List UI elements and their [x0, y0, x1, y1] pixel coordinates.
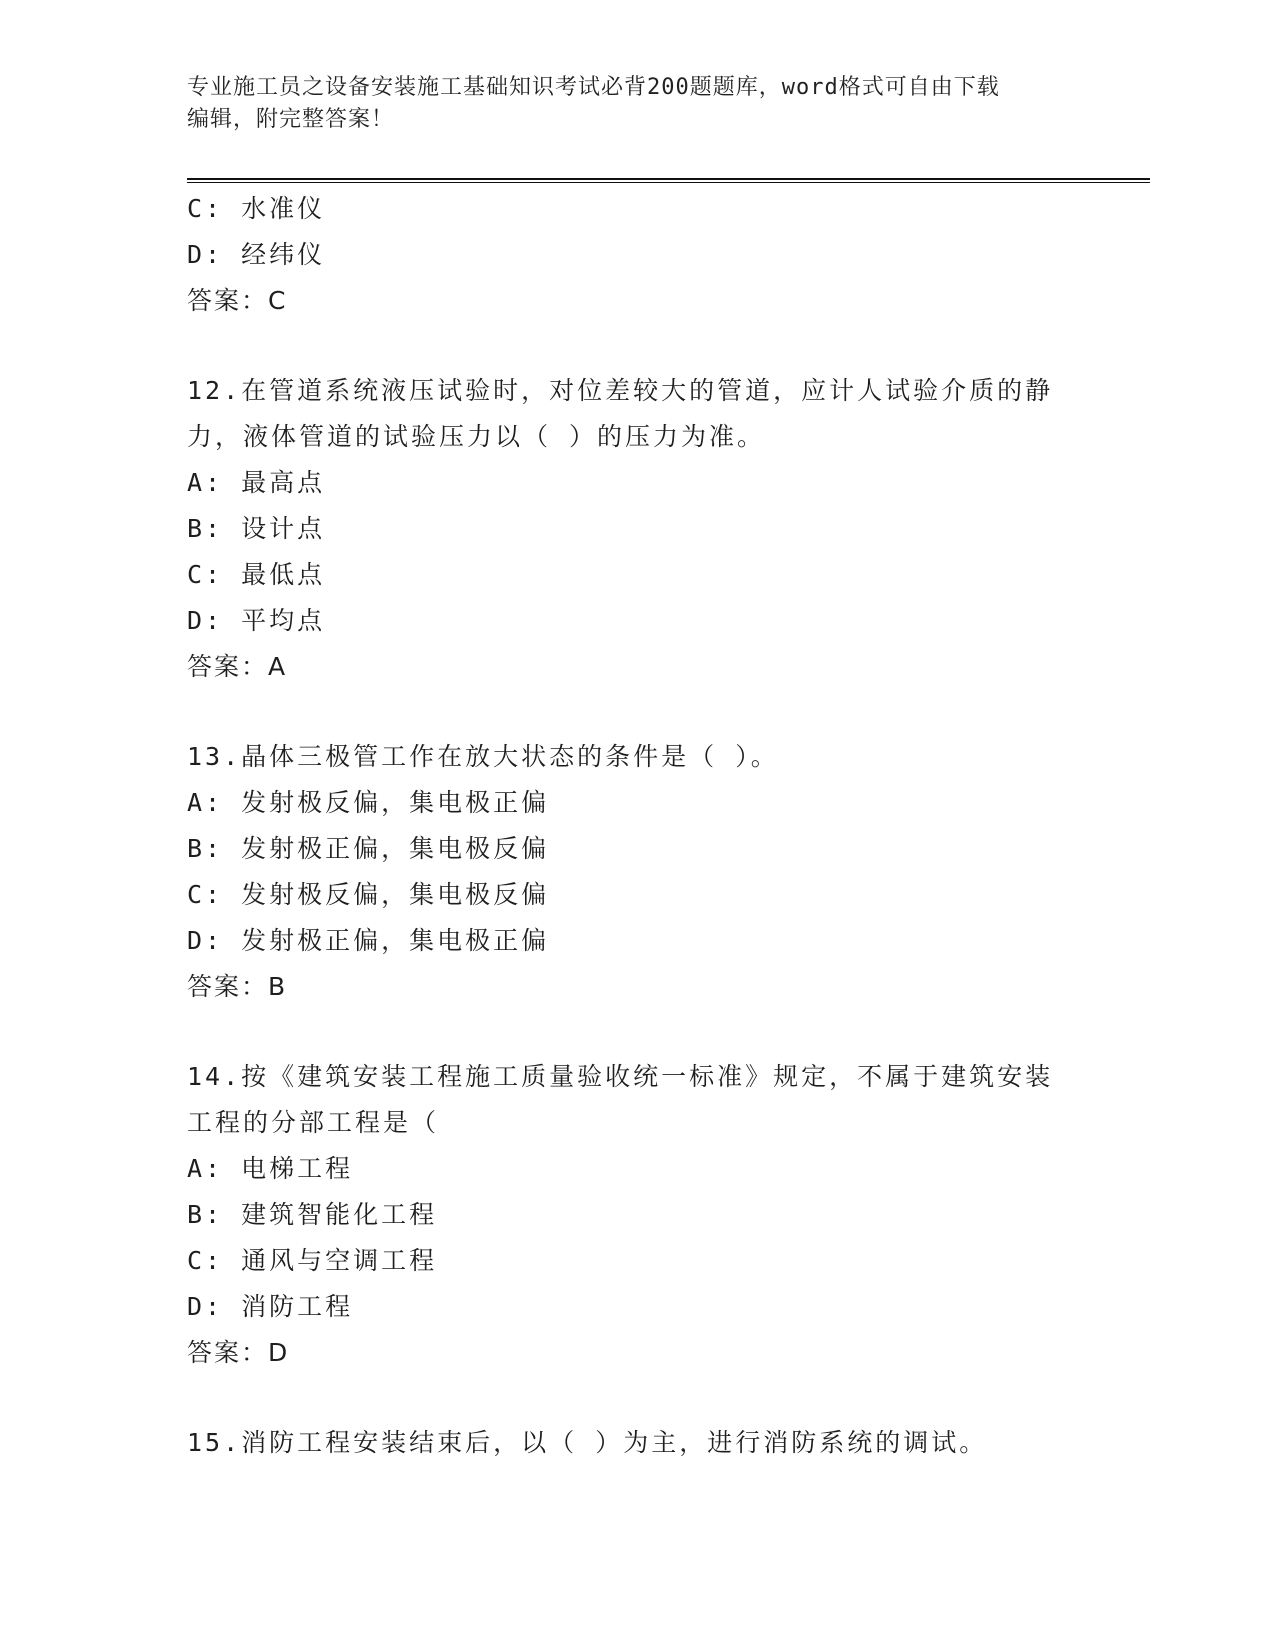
option-c: C: 通风与空调工程 [187, 1246, 438, 1275]
option-a: A: 发射极反偏，集电极正偏 [187, 788, 550, 817]
option-a: A: 电梯工程 [187, 1154, 354, 1183]
option-c: C: 水准仪 [187, 194, 326, 223]
option-d: D: 消防工程 [187, 1292, 354, 1321]
question-11-continued [187, 186, 1087, 324]
question-13 [187, 734, 1087, 1010]
answer-line: 答案：D [187, 1338, 290, 1367]
question-stem-line: 力，液体管道的试验压力以（ ）的压力为准。 [187, 422, 766, 451]
question-15 [187, 1420, 1087, 1466]
document-header [187, 72, 1087, 136]
option-a: A: 最高点 [187, 468, 326, 497]
question-stem-line: 15.消防工程安装结束后，以（ ）为主，进行消防系统的调试。 [187, 1428, 988, 1457]
header-title-line2: 编辑，附完整答案！ [187, 107, 395, 132]
option-d: D: 平均点 [187, 606, 326, 635]
option-d: D: 发射极正偏，集电极正偏 [187, 926, 550, 955]
question-12 [187, 368, 1087, 690]
answer-line: 答案：A [187, 652, 288, 681]
option-b: B: 发射极正偏，集电极反偏 [187, 834, 550, 863]
option-b: B: 建筑智能化工程 [187, 1200, 438, 1229]
header-divider-thin [187, 182, 1150, 183]
header-divider-thick [187, 178, 1150, 180]
question-stem-line: 13.晶体三极管工作在放大状态的条件是（ ）。 [187, 742, 779, 771]
question-stem-line: 12.在管道系统液压试验时，对位差较大的管道，应计人试验介质的静 [187, 376, 1054, 405]
header-title-line1: 专业施工员之设备安装施工基础知识考试必背200题题库，word格式可自由下载 [187, 75, 1000, 100]
answer-line: 答案：B [187, 972, 288, 1001]
option-d: D: 经纬仪 [187, 240, 326, 269]
answer-line: 答案：C [187, 286, 288, 315]
question-14 [187, 1054, 1087, 1376]
option-c: C: 发射极反偏，集电极反偏 [187, 880, 550, 909]
option-c: C: 最低点 [187, 560, 326, 589]
question-list [187, 186, 1087, 1466]
question-stem-line: 工程的分部工程是（ [187, 1108, 440, 1137]
question-stem-line: 14.按《建筑安装工程施工质量验收统一标准》规定，不属于建筑安装 [187, 1062, 1054, 1091]
option-b: B: 设计点 [187, 514, 326, 543]
